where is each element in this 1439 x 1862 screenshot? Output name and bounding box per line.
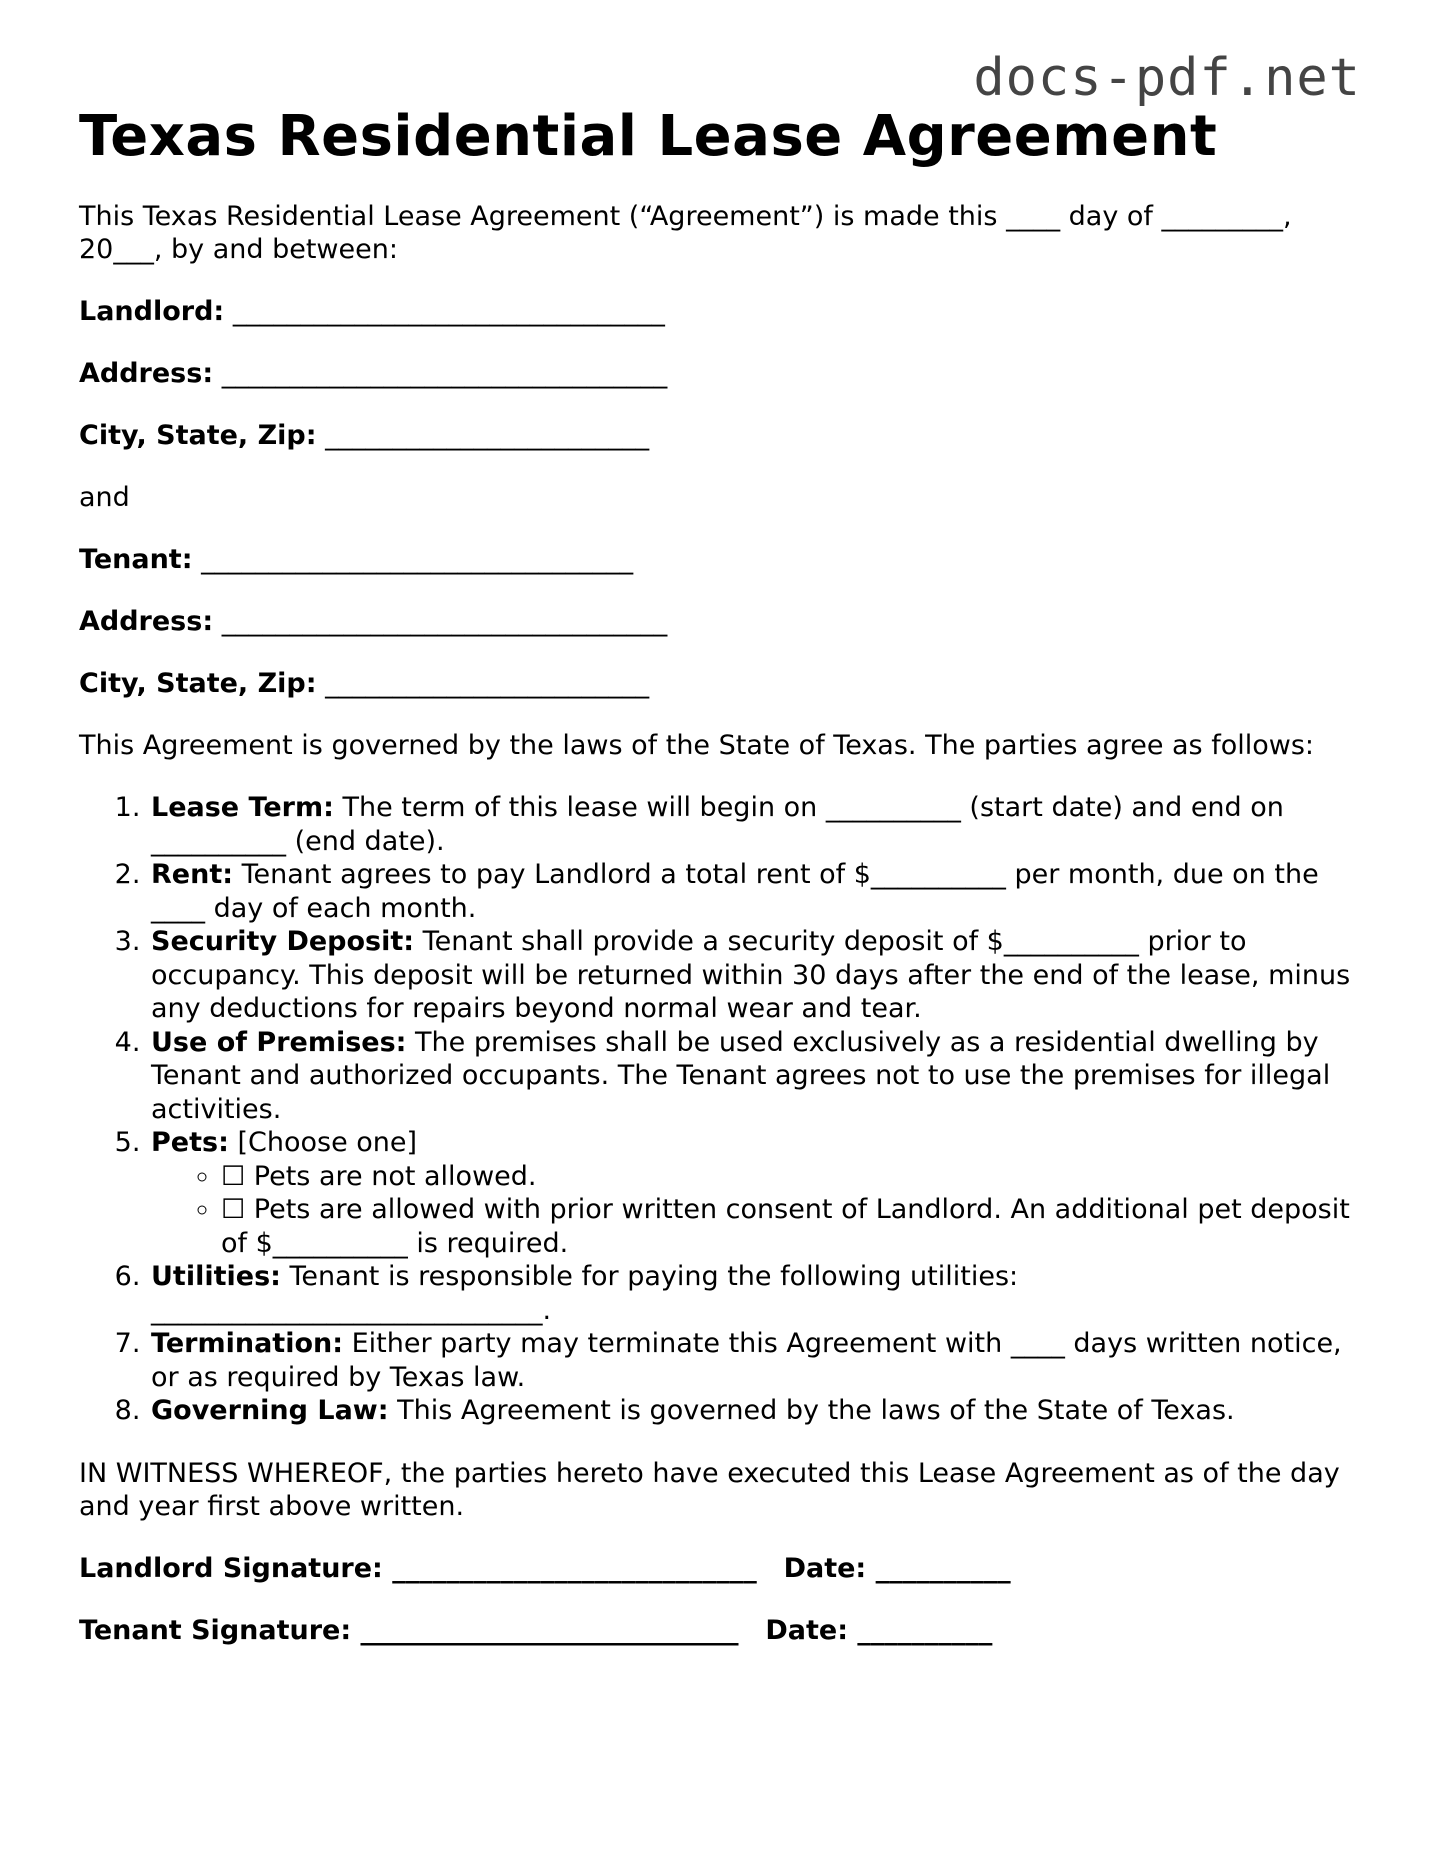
- landlord-address-label: Address:: [79, 358, 214, 389]
- term-use-of-premises: [149, 1026, 1369, 1127]
- term-label: Security Deposit:: [151, 926, 415, 957]
- term-label: Utilities:: [151, 1261, 281, 1292]
- tenant-city-field: [79, 667, 1369, 700]
- term-label: Lease Term:: [151, 792, 334, 823]
- terms-list: [79, 791, 1369, 1428]
- term-text: Tenant is responsible for paying the following utilities: _____________________________.: [151, 1261, 1019, 1326]
- tenant-name-blank: ________________________________: [201, 544, 634, 575]
- term-label: Pets:: [151, 1127, 229, 1158]
- landlord-city-field: [79, 419, 1369, 452]
- tenant-date-label: Date:: [765, 1614, 849, 1646]
- landlord-city-blank: ________________________: [325, 420, 650, 451]
- landlord-city-label: City, State, Zip:: [79, 420, 317, 451]
- landlord-name-field: [79, 295, 1369, 328]
- tenant-name-field: [79, 543, 1369, 576]
- term-label: Governing Law:: [151, 1395, 389, 1426]
- term-governing-law: [149, 1394, 1369, 1428]
- landlord-signature-blank: ___________________________: [392, 1552, 757, 1584]
- watermark-text: docs-pdf.net: [973, 48, 1361, 108]
- term-label: Termination:: [151, 1328, 344, 1359]
- tenant-signature-label: Tenant Signature:: [79, 1614, 352, 1646]
- landlord-date-label: Date:: [783, 1552, 867, 1584]
- tenant-date-blank: __________: [857, 1614, 993, 1646]
- term-pets: [149, 1126, 1369, 1260]
- landlord-name-blank: ________________________________: [232, 296, 665, 327]
- landlord-address-field: [79, 357, 1369, 390]
- landlord-signature-label: Landlord Signature:: [79, 1552, 383, 1584]
- term-lease-term: [149, 791, 1369, 858]
- term-termination: [149, 1327, 1369, 1394]
- term-text: Tenant shall provide a security deposit of $__________ prior to occupancy. This deposit will be returned within 30 days after the end of the lease, minus any deductions for repairs beyond normal wear and tear.: [151, 926, 1351, 1024]
- and-text: and: [79, 482, 130, 513]
- landlord-address-blank: _________________________________: [221, 358, 668, 389]
- term-security-deposit: [149, 925, 1369, 1026]
- term-text: [Choose one]: [228, 1127, 418, 1158]
- landlord-signature-line: [79, 1552, 1369, 1585]
- term-text: This Agreement is governed by the laws of the State of Texas.: [388, 1395, 1235, 1426]
- term-text: Tenant agrees to pay Landlord a total rent of $__________ per month, due on the ____ day of each month.: [151, 859, 1319, 924]
- tenant-signature-blank: ____________________________: [360, 1614, 739, 1646]
- term-text: Either party may terminate this Agreement with ____ days written notice, or as required by Texas law.: [151, 1328, 1342, 1393]
- tenant-city-blank: ________________________: [325, 668, 650, 699]
- term-text: The term of this lease will begin on __________ (start date) and end on __________ (end date).: [151, 792, 1284, 857]
- pet-options-list: [151, 1160, 1369, 1261]
- document-title: Texas Residential Lease Agreement: [79, 104, 1218, 169]
- term-text: The premises shall be used exclusively as a residential dwelling by Tenant and authorized occupants. The Tenant agrees not to use the premises for illegal activities.: [151, 1026, 1331, 1125]
- pet-option-not-allowed[interactable]: ◦ ☐ Pets are not allowed.: [221, 1160, 1369, 1194]
- witness-paragraph: IN WITNESS WHEREOF, the parties hereto have executed this Lease Agreement as of the day and year first above written.: [79, 1457, 1340, 1522]
- pet-option-allowed[interactable]: ◦ ☐ Pets are allowed with prior written consent of Landlord. An additional pet deposit of $__________ is required.: [221, 1193, 1369, 1260]
- tenant-address-field: [79, 605, 1369, 638]
- governed-intro: This Agreement is governed by the laws of the State of Texas. The parties agree as follows:: [79, 730, 1314, 761]
- term-label: Use of Premises:: [151, 1026, 407, 1058]
- tenant-address-blank: _________________________________: [221, 606, 668, 637]
- term-label: Rent:: [151, 859, 234, 890]
- landlord-name-label: Landlord:: [79, 296, 225, 327]
- tenant-city-label: City, State, Zip:: [79, 668, 317, 699]
- landlord-date-blank: __________: [875, 1552, 1011, 1584]
- term-rent: [149, 858, 1369, 925]
- document-page: [79, 96, 1369, 1647]
- term-utilities: [149, 1260, 1369, 1327]
- tenant-signature-line: [79, 1614, 1369, 1647]
- tenant-name-label: Tenant:: [79, 544, 193, 575]
- tenant-address-label: Address:: [79, 606, 214, 637]
- intro-paragraph: This Texas Residential Lease Agreement (“Agreement”) is made this ____ day of _________, 20___, by and between:: [79, 201, 1292, 265]
